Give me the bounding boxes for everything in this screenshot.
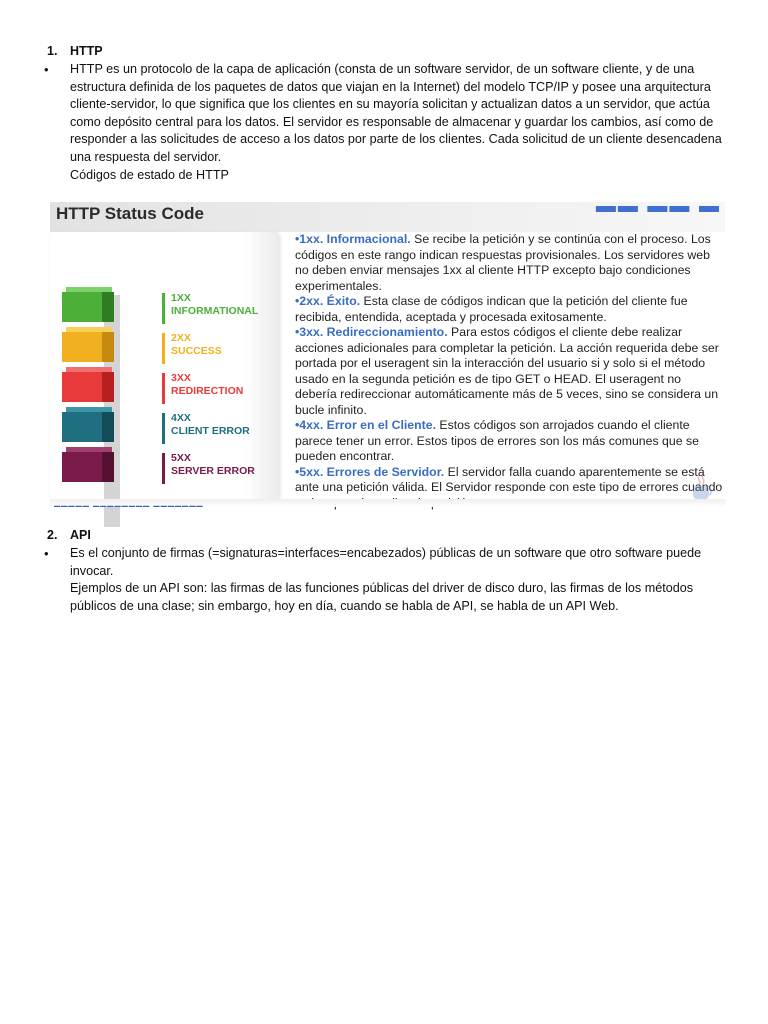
cube-3xx bbox=[62, 367, 112, 402]
section-title: API bbox=[70, 528, 91, 542]
code-label-3xx: 3XX REDIRECTION bbox=[162, 372, 291, 406]
cube-1xx bbox=[62, 287, 112, 322]
desc-3xx: •3xx. Redireccionamiento. Para estos códigos el cliente debe realizar acciones adicionales para completar la petición. La acción requerida debe ser portada por el useragent sin la interacción del usuario si y solo si el método usado en la segunda petición es de tipo GET o HEAD. El useragent no debería redireccionar automáticamente más de 5 veces, sino se considera un bucle infinito. bbox=[295, 325, 719, 417]
code-label-4xx: 4XX CLIENT ERROR bbox=[162, 412, 291, 446]
api-examples: Ejemplos de un API son: las firmas de las funciones públicas del driver de disco duro, las firmas de los métodos públicos de una clase; sin embargo, hoy en día, cuando se habla de API, se habla de un API Web. bbox=[70, 581, 694, 613]
section-number: 1. bbox=[47, 44, 58, 58]
figure-title: HTTP Status Code bbox=[56, 204, 204, 223]
desc-1xx: •1xx. Informacional. Se recibe la petición y se continúa con el proceso. Los códigos en este rango indican respuestas provisionales. Los servidores web no deben enviar mensajes 1xx al cliente HTTP excepto bajo condiciones experimentales. bbox=[295, 232, 711, 293]
section-title: HTTP bbox=[70, 44, 103, 58]
http-description: HTTP es un protocolo de la capa de aplicación (consta de un software servidor, de un software cliente, y de una estructura definida de los paquetes de datos que viajan en la Internet) del modelo TCP/IP y posee una arquitectura cliente-servidor, lo que significa que los clientes en su mayoría solicitan y actualizan datos a un servidor, que actúa como depósito central para los datos. El servidor es responsable de almacenar y guardar los cambios, así como de responder a las solicitudes de acceso a los datos por parte de los clientes. Cada solicitud de un cliente desencadena una respuesta del servidor. bbox=[70, 62, 722, 164]
site-logo: ▬▬ ▬▬ ▬ bbox=[595, 195, 721, 217]
api-paragraph bbox=[70, 545, 730, 615]
code-label-5xx: 5XX SERVER ERROR bbox=[162, 452, 291, 486]
api-description: Es el conjunto de firmas (=signaturas=interfaces=encabezados) públicas de un software que otro software puede invocar. bbox=[70, 546, 702, 578]
section-number: 2. bbox=[47, 528, 58, 542]
figure-title-bar bbox=[50, 195, 725, 232]
figure-source-link: ▁▁▁▁▁ ▁▁▁▁▁▁▁▁ ▁▁▁▁▁▁▁ bbox=[54, 498, 204, 507]
cube-2xx bbox=[62, 327, 112, 362]
cube-4xx bbox=[62, 407, 112, 442]
code-label-2xx: 2XX SUCCESS bbox=[162, 332, 291, 366]
code-label-1xx: 1XX INFORMATIONAL bbox=[162, 292, 291, 326]
desc-5xx: •5xx. Errores de Servidor. El servidor falla cuando aparentemente se está ante una petición válida. El Servidor responde con este tipo de errores bbox=[295, 464, 705, 494]
http-status-caption: Códigos de estado de HTTP bbox=[70, 167, 229, 182]
desc-2xx: •2xx. Éxito. Esta clase de códigos indican que la petición del cliente fue recibida, entendida, aceptada y procesada exitosamente. bbox=[295, 294, 688, 324]
status-code-panel bbox=[50, 232, 278, 499]
bullet-glyph: • bbox=[44, 62, 49, 77]
desc-4xx: •4xx. Error en el Cliente. Estos códigos son arrojados cuando el cliente parece tener un error. Estos tipos de errores son los más comunes que se pueden encontrar. bbox=[295, 418, 699, 463]
status-code-descriptions bbox=[295, 232, 725, 511]
bullet-glyph: • bbox=[44, 546, 49, 561]
cube-stack bbox=[60, 287, 120, 527]
cube-5xx bbox=[62, 447, 112, 482]
section-heading-api bbox=[47, 527, 91, 544]
java-cup-icon bbox=[689, 472, 717, 502]
section-heading-http bbox=[47, 43, 103, 60]
http-status-figure bbox=[50, 195, 725, 507]
http-paragraph bbox=[70, 61, 730, 184]
